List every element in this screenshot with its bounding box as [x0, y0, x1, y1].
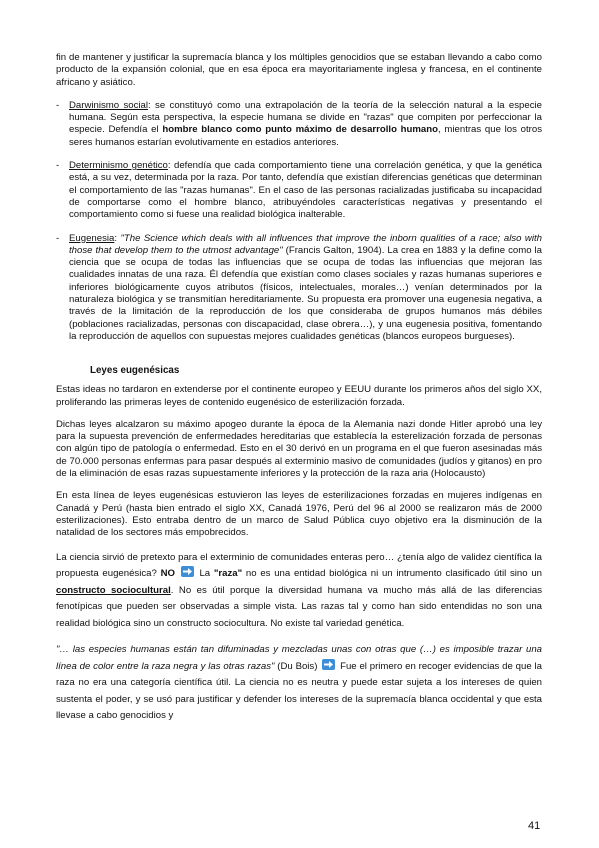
ciencia-raza: "raza"	[213, 568, 243, 579]
bullet-dash: -	[56, 160, 60, 172]
bullet-darwinismo	[56, 100, 542, 149]
dubois-paragraph	[56, 642, 542, 725]
dubois-text: Fue el primero en recoger evidencias de que la raza no era una categoría científica útil. La ciencia no es neutra y puede estar sujeta a los intereses de quien sustenta el poder, y se usó para justificar y defender los intereses de la supremacía blanca occidental y que esta llevase a cabo genocidios y	[56, 660, 542, 721]
document-page	[56, 52, 542, 725]
dubois-cite: (Du Bois)	[274, 660, 321, 672]
right-arrow-icon	[322, 659, 335, 670]
determinismo-text: : defendía que cada comportamiento tiene una correlación genética, y que la genética está, a su vez, determinada por la raza. Por tanto, defendía que existían diferencias genéticas que determinan el comportamiento de las "razas humanas". En el caso de las personas racializadas justificaba su incapacidad de comportarse como el hombre blanco, atribuyéndoles características negativas y presentando el comportamiento como si fuese una realidad biológica inalterable.	[69, 160, 542, 221]
right-arrow-icon	[181, 566, 194, 577]
bullet-determinismo	[56, 160, 542, 221]
paragraph-1: Estas ideas no tardaron en extenderse por el continente europeo y EEUU durante los primeros años del siglo XX, proliferando las primeras leyes de contenido eugenésico de esterilización forzada.	[56, 384, 542, 408]
darwinismo-text-1: : se constituyó como una extrapolación de la teoría de la selección natural a la especie humana. Según esta perspectiva, la especie humana se divide en "razas" que compiten por perfeccionar la especie. Defendía el	[69, 99, 542, 136]
dubois-quote: "… las especies humanas están tan difuminadas y mezcladas unas con otras que (…) es imposible trazar una línea de color entre la raza negra y las otras razas"	[56, 644, 542, 672]
ciencia-text-b: La	[195, 568, 214, 579]
ciencia-no: NO	[160, 568, 175, 579]
term-determinismo: Determinismo genético	[69, 160, 168, 172]
eugenesia-text-2: (Francis Galton, 1904). La crea en 1883 y la define como la ciencia que se ocupa de todas las influencias que se ocupa de todas las influencias que mejoran las cualidades innatas de una raza. Él defendía que existían como clases sociales y razas humanas superiores e inferiores biológicamente cuyos atributos (físicos, intelectuales, morales…) venían determinados por la naturaleza biológica y se transmitían hereditariamente. Su propuesta era promover una eugenesia negativa, a través de la limitación de la reproducción de los que consideraba de grupos humanos más débiles (poblaciones racializadas, personas con discapacidad, clase obrera…), y una eugenesia positiva, fomentando la reproducción de aquellos con supuestas mejores cualidades genéticas (blancos europeos burgueses).	[69, 244, 542, 342]
intro-paragraph: fin de mantener y justificar la supremacía blanca y los múltiples genocidios que se estaban llevando a cabo como producto de la expansión colonial, que en esa época era mayoritariamente inglesa y francesa, en el continente africano y asiático.	[56, 52, 542, 88]
ciencia-block	[56, 550, 542, 725]
ciencia-text-d: . No es útil porque la diversidad humana va mucho más allá de las diferencias fenotípicas que pueden ser observadas a simple vista. Las razas tal y como han sido entendidas no son una realidad biológica sino un constructo sociocultura. No existe tal variedad genética.	[56, 584, 542, 629]
term-eugenesia: Eugenesia	[69, 232, 115, 244]
darwinismo-text-2: , mientras que los otros seres humanos estarían evolutivamente en estadios anteriores.	[69, 124, 543, 148]
paragraph-3: En esta línea de leyes eugenésicas estuvieron las leyes de esterilizaciones forzadas en mujeres indígenas en Canadá y Perú (hasta bien entrado el siglo XX, Canadá 1976, Perú del 96 al 2000 se realizaron más de 2000 esterilizaciones). Esto entraba dentro de un marco de Salud Pública cuyo objetivo era la disminución de la natalidad de los sectores más empobrecidos.	[56, 490, 542, 539]
bullet-dash: -	[56, 232, 60, 244]
bullet-dash: -	[56, 99, 60, 111]
ciencia-paragraph	[56, 550, 542, 633]
paragraph-2: Dichas leyes alcalzaron su máximo apogeo durante la época de la Alemania nazi donde Hitler aprobó una ley para la supuesta prevención de enfermedades hereditarias que establecía la esterelización forzada de personas con algún tipo de patología o enfermedad. Esto en el 30 derivó en un programa en el que fueron asesinadas más de 70.000 personas enfermas para pasar después al exterminio masivo de comunidades (judíos y gitanos) en pro de la eliminación de esas razas supuestamente inferiores y la protección de la raza aria (Holocausto)	[56, 418, 542, 480]
term-darwinismo: Darwinismo social	[69, 99, 149, 111]
galton-quote: "The Science which deals with all influences that improve the inborn qualities of a race; also with those that develop them to the utmost advantage"	[69, 232, 542, 256]
darwinismo-bold: hombre blanco como punto máximo de desarrollo humano	[162, 124, 438, 136]
section-heading: Leyes eugenésicas	[90, 365, 180, 377]
page-number: 41	[528, 820, 541, 832]
eugenesia-text-1: :	[114, 232, 121, 244]
ciencia-text-c: no es una entidad biológica ni un intrumento clasificado útil sino un	[242, 568, 542, 579]
ciencia-text-a: La ciencia sirvió de pretexto para el exterminio de comunidades enteras pero… ¿tenía algo de validez científica la propuesta eugenésica?	[56, 551, 542, 579]
ciencia-constructo: constructo sociocultural	[56, 584, 171, 596]
bullet-eugenesia	[56, 233, 542, 344]
